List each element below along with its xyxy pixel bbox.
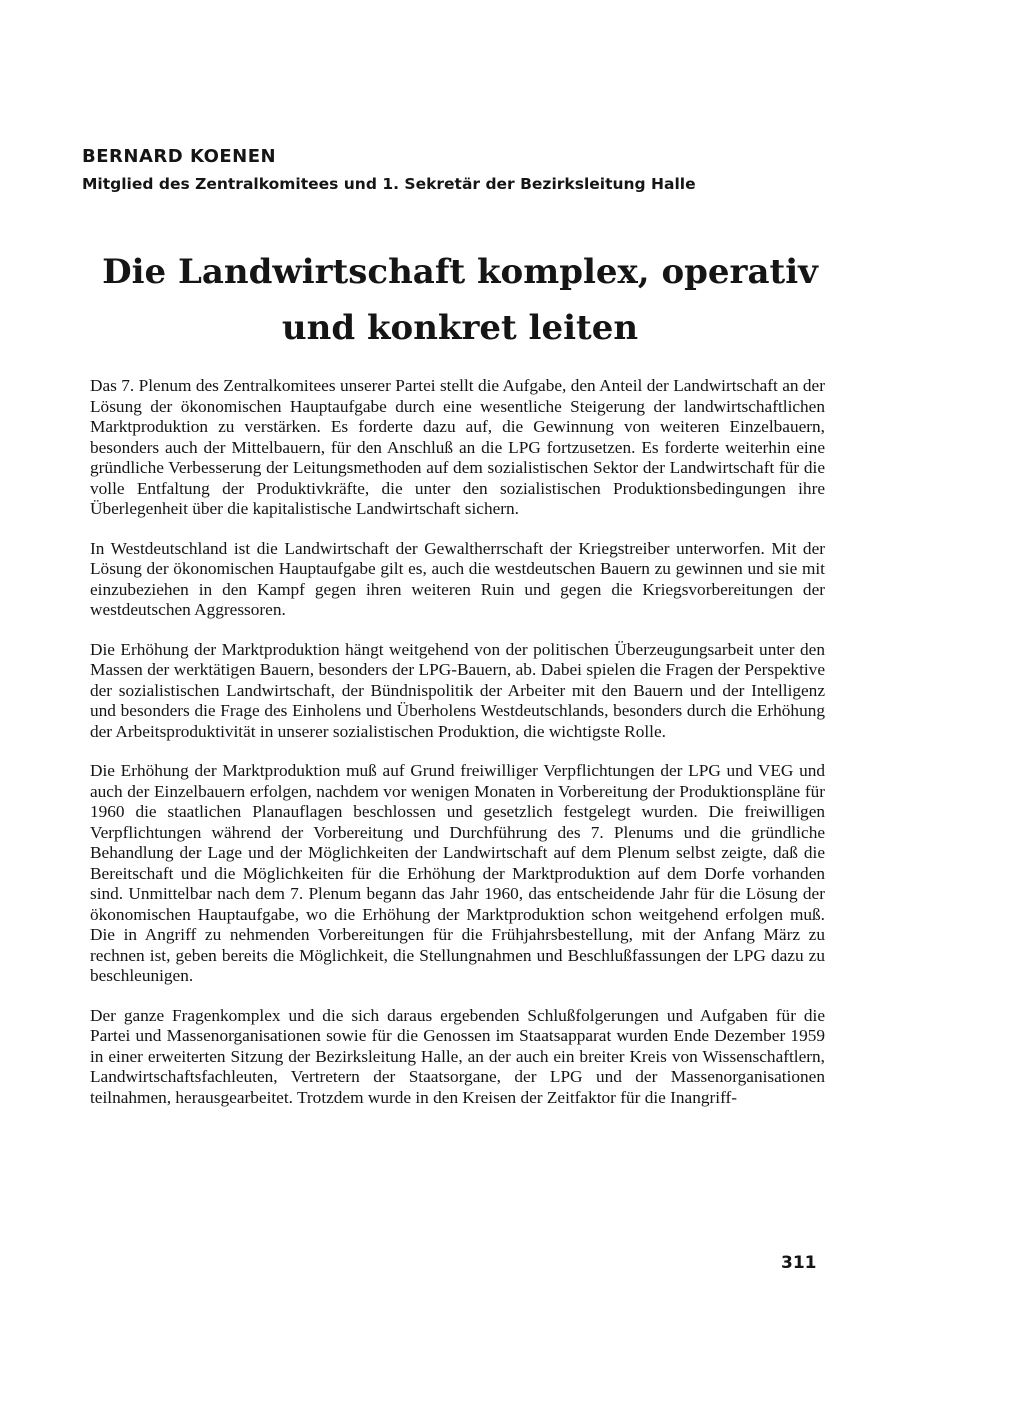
paragraph: In Westdeutschland ist die Landwirtschaft der Gewaltherrschaft der Kriegstreiber unterworfen. Mit der Lösung der ökonomischen Hauptaufgabe gilt es, auch die westdeutschen Bauern zu gewinnen und sie mit einzubeziehen in den Kampf gegen ihren weiteren Ruin und gegen die Kriegsvorbereitungen der westdeutschen Aggressoren. xyxy=(90,538,825,619)
article-body xyxy=(90,376,825,1127)
author-role: Mitglied des Zentralkomitees und 1. Sekretär der Bezirksleitung Halle xyxy=(82,175,696,193)
paragraph: Der ganze Fragenkomplex und die sich daraus ergebenden Schlußfolgerungen und Aufgaben für die Partei und Massenorganisationen sowie für die Genossen im Staatsapparat wurden Ende Dezember 1959 in einer erweiterten Sitzung der Bezirksleitung Halle, an der auch ein breiter Kreis von Wissenschaftlern, Landwirtschaftsfachleuten, Vertretern der Staatsorgane, der LPG und der Massenorganisationen teilnahmen, herausgearbeitet. Trotzdem wurde in den Kreisen der Zeitfaktor für die Inangriff- xyxy=(90,1005,825,1107)
page-number: 311 xyxy=(781,1253,817,1273)
paragraph: Die Erhöhung der Marktproduktion hängt weitgehend von der politischen Überzeugungsarbeit unter den Massen der werktätigen Bauern, besonders der LPG-Bauern, ab. Dabei spielen die Fragen der Perspektive der sozialistischen Landwirtschaft, der Bündnispolitik der Arbeiter mit den Bauern und der Intelligenz und besonders die Frage des Einholens und Überholens Westdeutschlands, besonders durch die Erhöhung der Arbeitsproduktivität in unserer sozialistischen Produktion, die wichtigste Rolle. xyxy=(90,639,825,741)
paragraph: Das 7. Plenum des Zentralkomitees unserer Partei stellt die Aufgabe, den Anteil der Landwirtschaft an der Lösung der ökonomischen Hauptaufgabe durch eine wesentliche Steigerung der landwirtschaftlichen Marktproduktion zu verstärken. Es forderte dazu auf, die Gewinnung von weiteren Einzelbauern, besonders auch der Mittelbauern, für den Anschluß an die LPG fortzusetzen. Es forderte weiterhin eine gründliche Verbesserung der Leitungsmethoden auf dem sozialistischen Sektor der Landwirtschaft für die volle Entfaltung der Produktivkräfte, die unter den sozialistischen Produktionsbedingungen ihre Überlegenheit über die kapitalistische Landwirtschaft sichern. xyxy=(90,376,825,518)
article-title: Die Landwirtschaft komplex, operativ und konkret leiten xyxy=(102,252,818,348)
author-name: BERNARD KOENEN xyxy=(82,146,277,167)
paragraph: Die Erhöhung der Marktproduktion muß auf Grund freiwilliger Verpflichtungen der LPG und VEG und auch der Einzelbauern erfolgen, nachdem vor wenigen Monaten in Vorbereitung der Produktionspläne für 1960 die staatlichen Planauflagen beschlossen und gesetzlich festgelegt wurden. Die freiwilligen Verpflichtungen während der Vorbereitung und Durchführung des 7. Plenums und die gründliche Behandlung der Lage und der Möglichkeiten der Landwirtschaft auf dem Plenum selbst zeigte, daß die Bereitschaft und die Möglichkeiten für die Erhöhung der Marktproduktion auf dem Dorfe vorhanden sind. Unmittelbar nach dem 7. Plenum begann das Jahr 1960, das entscheidende Jahr für die Lösung der ökonomischen Hauptaufgabe, wo die Erhöhung der Marktproduktion schon weitgehend erfolgen muß. Die in Angriff zu nehmenden Vorbereitungen für die Frühjahrsbestellung, mit der Anfang März zu rechnen ist, geben bereits die Möglichkeit, die Stellungnahmen und Beschlußfassungen der LPG dazu zu beschleunigen. xyxy=(90,761,825,985)
